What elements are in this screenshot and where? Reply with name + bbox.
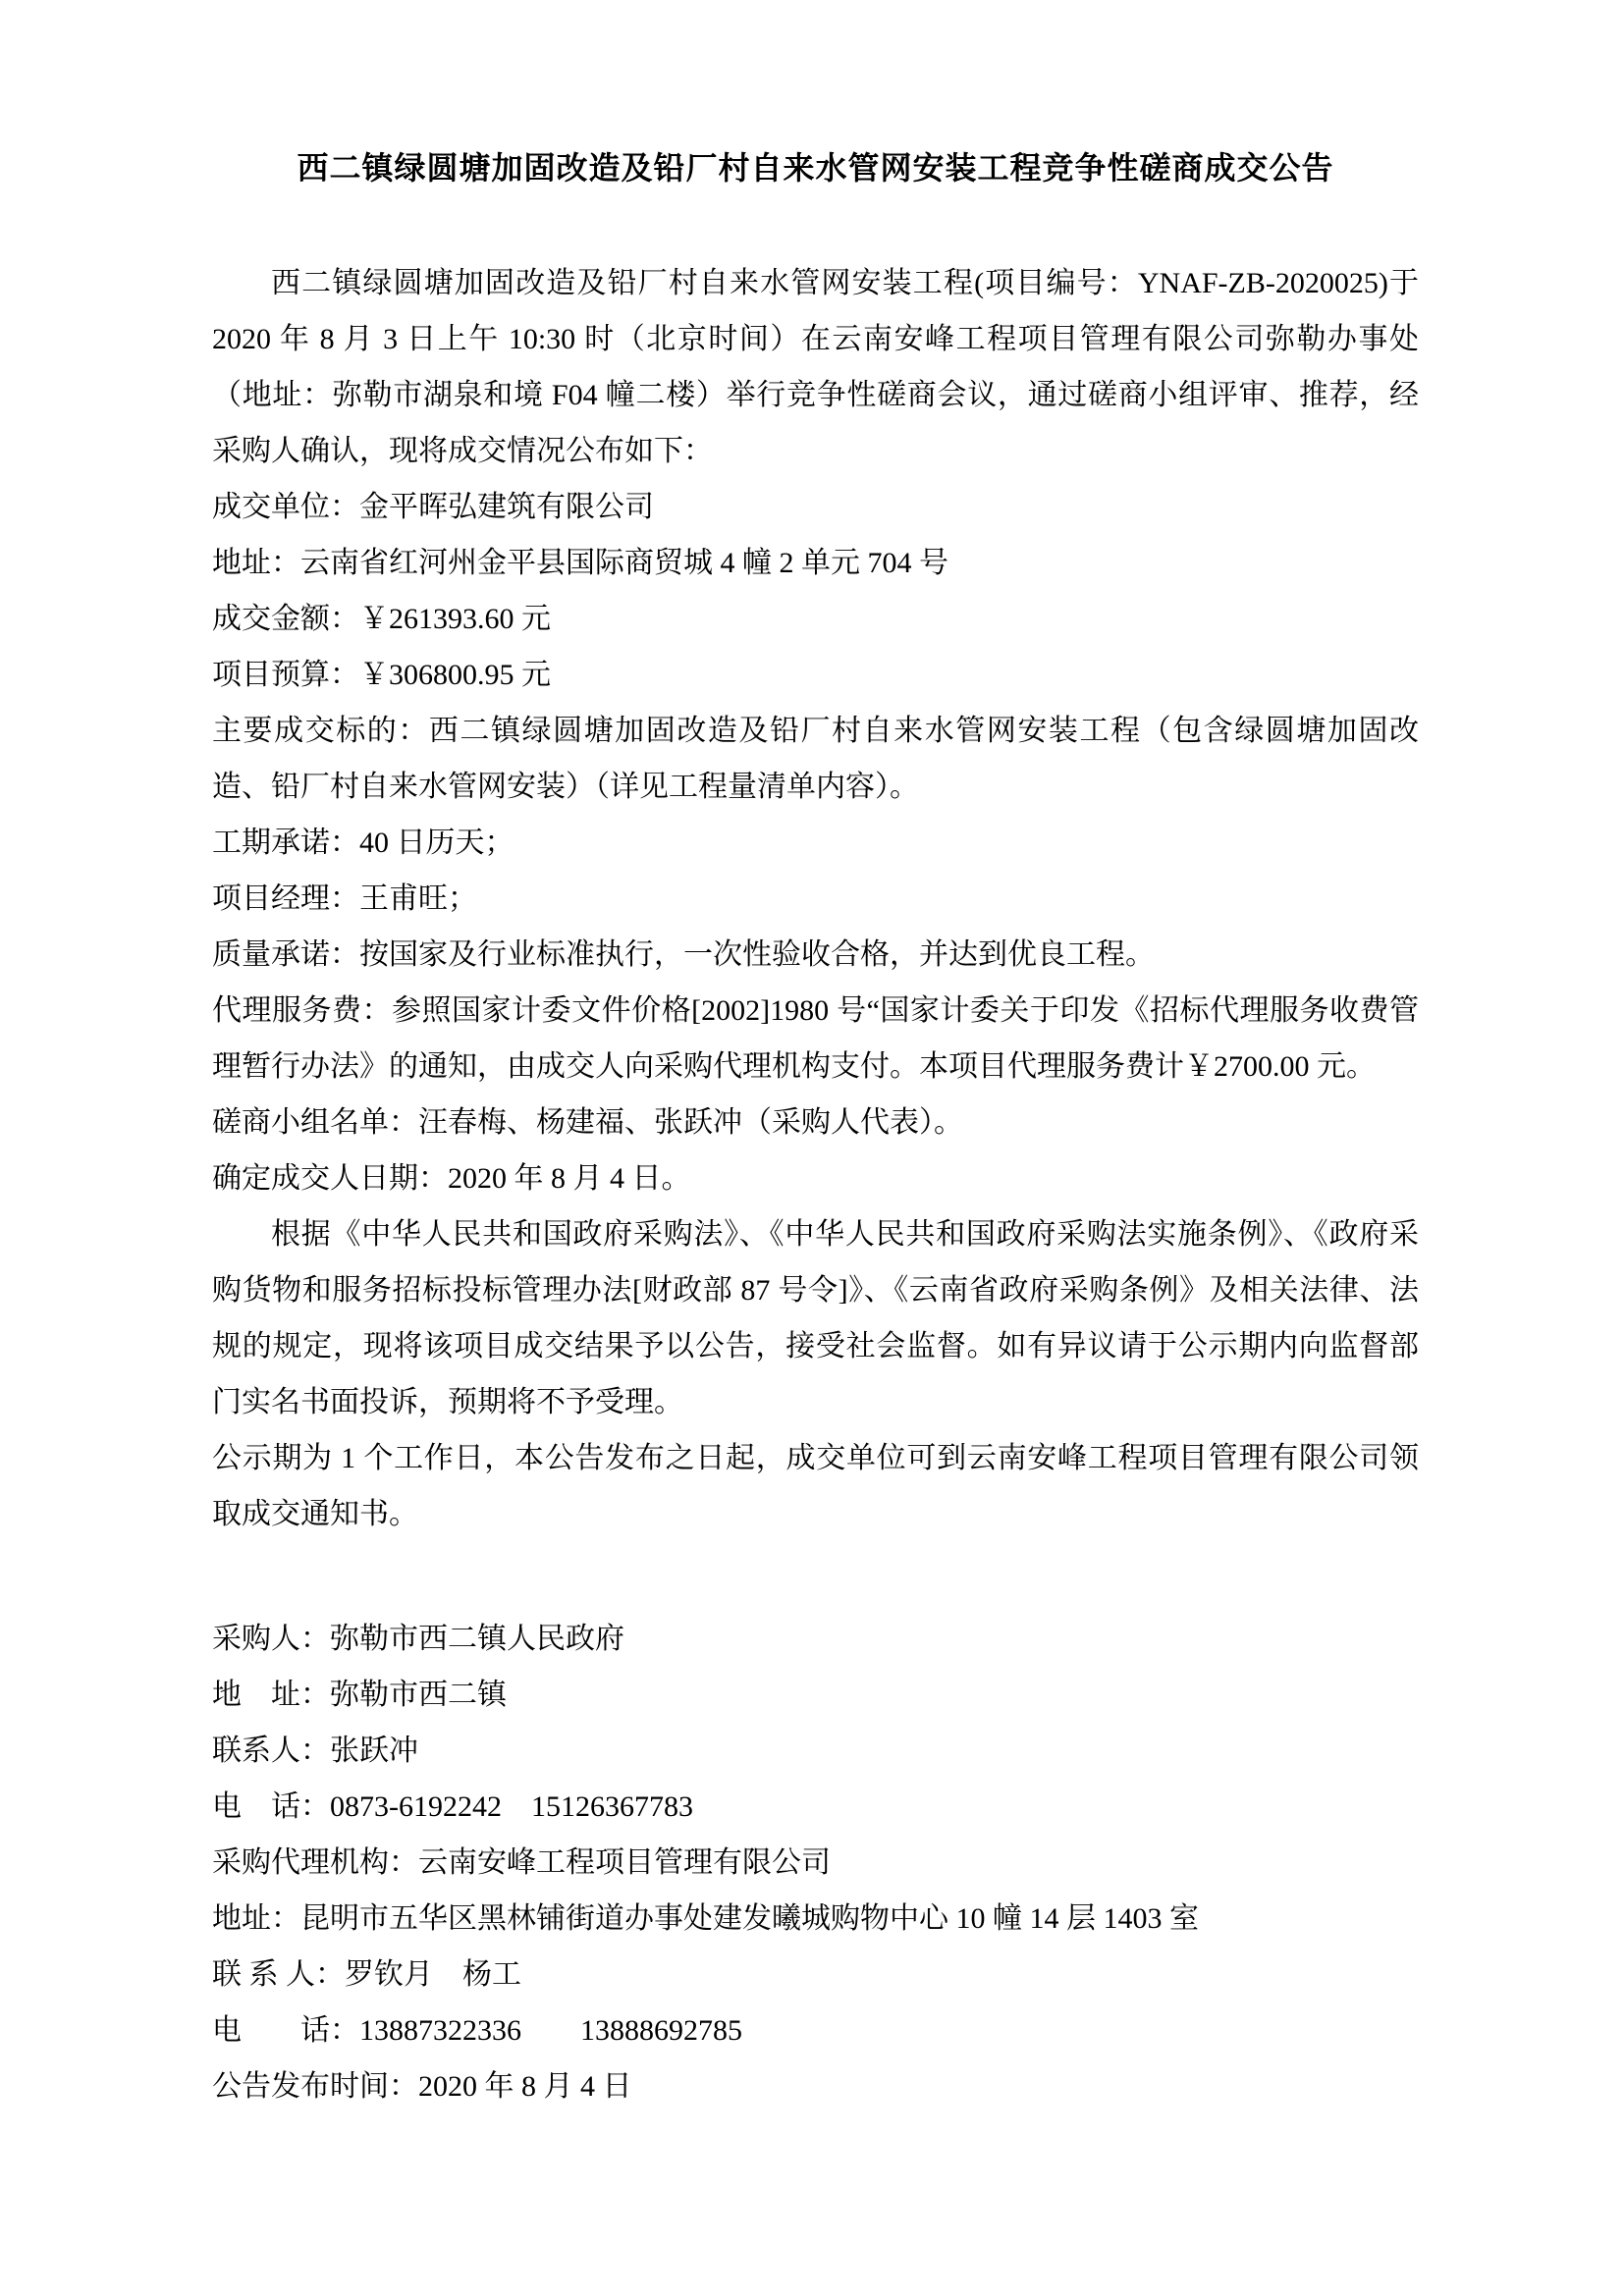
project-manager-line: 项目经理：王甫旺；: [212, 882, 477, 915]
award-date-line: 确定成交人日期：2020 年 8 月 4 日。: [212, 1162, 691, 1195]
award-amount-line: 成交金额：￥261393.60 元: [212, 603, 551, 635]
purchaser-address-line: 地 址：弥勒市西二镇: [212, 1679, 507, 1711]
document-title: 西二镇绿圆塘加固改造及铅厂村自来水管网安装工程竞争性磋商成交公告: [297, 150, 1334, 186]
contact-info-section: [212, 1611, 1419, 2114]
legal-basis-paragraph: 根据《中华人民共和国政府采购法》、《中华人民共和国政府采购法实施条例》、《政府采购货物和服务招标投标管理办法[财政部 87 号令]》、《云南省政府采购条例》及相关法律、法规的规定，现将该项目成交结果予以公告，接受社会监督。如有异议请于公示期内向监督部门实名书面投诉，预期将不予受理。: [212, 1218, 1419, 1418]
negotiation-panel-line: 磋商小组名单：汪春梅、杨建福、张跃冲（采购人代表）。: [212, 1106, 963, 1139]
project-budget-line: 项目预算：￥306800.95 元: [212, 659, 551, 691]
purchaser-line: 采购人：弥勒市西二镇人民政府: [212, 1623, 624, 1655]
purchaser-phone-line: 电 话：0873-6192242 15126367783: [212, 1790, 693, 1823]
construction-period-line: 工期承诺：40 日历天；: [212, 827, 514, 859]
publish-date-line: 公告发布时间：2020 年 8 月 4 日: [212, 2070, 632, 2103]
subject-matter-line: 主要成交标的：西二镇绿圆塘加固改造及铅厂村自来水管网安装工程（包含绿圆塘加固改造、铅厂村自来水管网安装）（详见工程量清单内容）。: [212, 715, 1419, 803]
agency-fee-line: 代理服务费：参照国家计委文件价格[2002]1980 号“国家计委关于印发《招标代理服务收费管理暂行办法》的通知，由成交人向采购代理机构支付。本项目代理服务费计￥2700.00 元。: [212, 994, 1419, 1083]
winner-address-line: 地址：云南省红河州金平县国际商贸城 4 幢 2 单元 704 号: [212, 547, 948, 579]
agency-contact-line: 联 系 人：罗钦月 杨工: [212, 1958, 521, 1991]
purchaser-contact-line: 联系人：张跃冲: [212, 1735, 418, 1767]
agency-address-line: 地址：昆明市五华区黑林铺街道办事处建发曦城购物中心 10 幢 14 层 1403 室: [212, 1902, 1199, 1935]
agency-phone-line: 电 话：13887322336 13888692785: [212, 2014, 742, 2047]
intro-paragraph: 西二镇绿圆塘加固改造及铅厂村自来水管网安装工程(项目编号：YNAF-ZB-2020025)于 2020 年 8 月 3 日上午 10:30 时（北京时间）在云南安峰工程项目管理有限公司弥勒办事处（地址：弥勒市湖泉和境 F04 幢二楼）举行竞争性磋商会议，通过磋商小组评审、推荐，经采购人确认，现将成交情况公布如下：: [212, 267, 1419, 467]
agency-line: 采购代理机构：云南安峰工程项目管理有限公司: [212, 1846, 831, 1879]
quality-commitment-line: 质量承诺：按国家及行业标准执行，一次性验收合格，并达到优良工程。: [212, 938, 1155, 971]
publicity-period-paragraph: 公示期为 1 个工作日，本公告发布之日起，成交单位可到云南安峰工程项目管理有限公司领取成交通知书。: [212, 1442, 1419, 1530]
winner-line: 成交单位：金平晖弘建筑有限公司: [212, 491, 654, 523]
